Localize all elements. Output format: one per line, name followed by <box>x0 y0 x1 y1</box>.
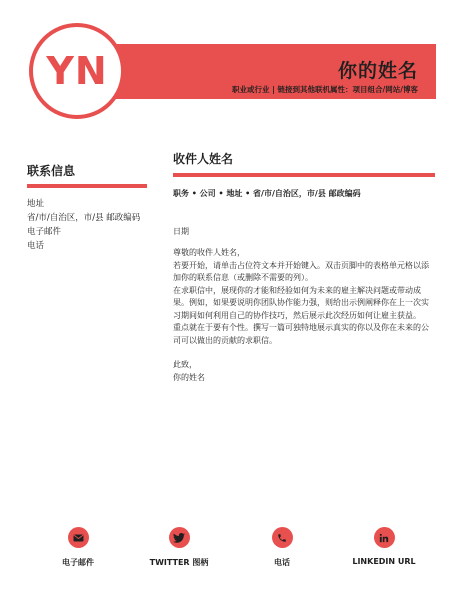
footer-twitter[interactable] <box>124 527 234 568</box>
contact-section <box>27 162 147 253</box>
twitter-icon <box>169 527 190 548</box>
letter-date[interactable]: 日期 <box>173 227 189 236</box>
contact-title: 联系信息 <box>27 164 76 178</box>
letter-salutation[interactable]: 尊敬的收件人姓名， <box>173 248 245 257</box>
footer-twitter-label: TWITTER 图柄 <box>149 558 209 567</box>
header-subtitle: 职业或行业 | 链接到其他联机属性：项目组合/网站/博客 <box>232 85 418 94</box>
footer-phone[interactable] <box>227 527 337 568</box>
letter-signature[interactable]: 你的姓名 <box>173 373 205 382</box>
phone-icon <box>272 527 293 548</box>
letter-closing[interactable]: 此致， <box>173 360 197 369</box>
monogram-circle <box>29 23 125 119</box>
contact-city-line[interactable]: 省/市/自治区，市/县 邮政编码 <box>27 213 141 223</box>
email-icon <box>68 527 89 548</box>
recipient-company-line[interactable]: 职务 • 公司 • 地址 • 省/市/自治区，市/县 邮政编码 <box>173 189 361 198</box>
contact-address[interactable]: 地址 <box>27 199 45 209</box>
letter-paragraph[interactable]: 若要开始，请单击占位符文本并开始键入。双击页脚中的表格单元格以添加你的联系信息（或删除不需要的列）。 <box>173 260 429 282</box>
monogram-initials: YN <box>46 49 108 93</box>
letter-paragraph[interactable]: 重点就在于要有个性。撰写一篇可独特地展示真实的你以及你在未来的公司可以做出的贡献的求职信。 <box>173 323 429 345</box>
letter-closing-block <box>173 358 435 384</box>
footer-linkedin[interactable] <box>329 527 439 566</box>
letter-body[interactable] <box>173 247 435 347</box>
contact-phone[interactable]: 电话 <box>27 241 45 251</box>
recipient-name[interactable]: 收件人姓名 <box>173 152 234 166</box>
footer-contact-bar <box>0 527 462 577</box>
contact-email[interactable]: 电子邮件 <box>27 227 62 237</box>
contact-list <box>27 197 147 253</box>
linkedin-icon <box>374 527 395 548</box>
recipient-divider <box>173 173 435 177</box>
footer-email[interactable] <box>23 527 133 568</box>
footer-linkedin-label: LINKEDIN URL <box>352 557 416 566</box>
contact-divider <box>27 184 147 188</box>
footer-phone-label: 电话 <box>274 558 290 567</box>
letter-section <box>173 150 435 384</box>
footer-email-label: 电子邮件 <box>62 558 94 567</box>
letter-paragraph[interactable]: 在求职信中，展现你的才能和经验如何为未来的雇主解决问题或带动成果。例如，如果要说明你团队协作能力强，则给出示例阐释你在上一次实习期间如何利用自己的协作技巧，然后展示此次经历如何让雇主获益。 <box>173 285 429 320</box>
header-name: 你的姓名 <box>337 60 418 82</box>
